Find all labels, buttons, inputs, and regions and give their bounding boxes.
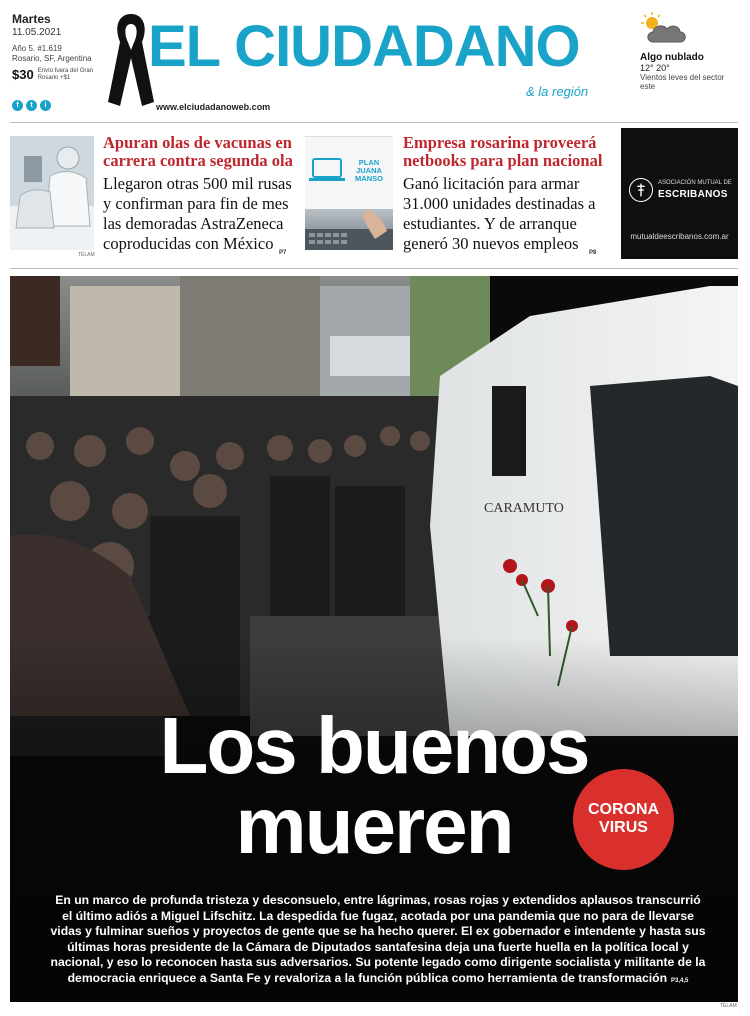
badge-line1: CORONA [587, 801, 660, 818]
instagram-icon[interactable]: i [40, 100, 51, 111]
ad-url[interactable]: mutualdeescribanos.com.ar [630, 232, 729, 241]
coronavirus-badge [573, 769, 674, 870]
date-block [12, 12, 112, 82]
weekday: Martes [12, 12, 51, 26]
masthead [0, 0, 750, 122]
page-reference: P3,4,5 [671, 977, 689, 984]
divider [10, 122, 738, 123]
price-row [12, 67, 112, 82]
issue-number [12, 44, 112, 64]
teaser-headline[interactable]: Apuran olas de vacunas en carrera contra segunda ola [103, 133, 293, 170]
divider [10, 268, 738, 269]
teaser-headline[interactable]: Empresa rosarina proveerá netbooks para plan nacional [403, 133, 603, 170]
keyboard-photo [305, 209, 393, 250]
summary-text: En un marco de profunda tristeza y desconsuelo, entre lágrimas, rosas rojas y extendidos aplausos transcurrió el último adiós a Miguel Lifschitz. La despedida fue fugaz, acotada por una pandemia que no para de llevarse vidas y fulminar sueños y proyectos de gente que se ha hecho querer. El ex gobernador e intendente y hasta sus últimas horas presidente de la Cámara de Diputados santafesina deja una fuerte huella en la política local y nacional, y eso lo reconocen hasta sus adversarios. Su potente legado como dirigente socialista y militante de la democracia enriquece a Santa Fe y revaloriza a la función pública como herramienta de transformación [50, 893, 706, 985]
story-summary [50, 893, 706, 990]
badge-line2: VIRUS [599, 819, 648, 836]
hand-keyboard-illustration [305, 209, 393, 250]
weather-temps: 12° 20° [640, 63, 670, 73]
headline-line2: mueren [235, 781, 513, 870]
vaccine-illustration [10, 136, 94, 250]
teaser-row [0, 128, 750, 266]
photo-credit: TÉLAM [720, 1003, 737, 1009]
teaser-body: Ganó licitación para armar 31.000 unidades destinadas a estudiantes. Y de arranque generó 30 nuevos empleos [403, 174, 596, 253]
newspaper-logo[interactable]: EL CIUDADANO [148, 14, 580, 79]
vaccine-photo[interactable] [10, 136, 94, 250]
plan-label: PLAN JUANA MANSO [355, 158, 383, 183]
notary-seal-icon [629, 178, 653, 202]
social-links [12, 100, 51, 111]
location-label: Rosario, SF, Argentina [12, 54, 92, 63]
headline-line1: Los buenos [159, 701, 589, 790]
price-note: Envío fuera del Gran Rosario +$1 [37, 67, 94, 81]
weather-title: Algo nublado [640, 52, 704, 63]
van-text: CARAMUTO [484, 501, 564, 516]
page-reference: P7 [279, 250, 287, 256]
weather-widget [640, 12, 740, 91]
edition-date: 11.05.2021 [12, 27, 62, 38]
website-url[interactable]: www.elciudadanoweb.com [156, 102, 271, 112]
twitter-icon[interactable]: t [26, 100, 37, 111]
page-reference: P8 [589, 250, 597, 256]
logo-subtitle: & la región [526, 84, 589, 99]
weather-description: Vientos leves del sector este [640, 73, 725, 91]
main-story [10, 276, 738, 1002]
advertisement[interactable] [621, 128, 738, 259]
issue-label: Año 5. #1.619 [12, 44, 62, 53]
ad-line1: ASOCIACIÓN MUTUAL DE [658, 180, 732, 186]
photo-credit: TÉLAM [78, 252, 95, 258]
partly-cloudy-icon [640, 12, 690, 46]
plan-juana-manso-photo[interactable] [305, 136, 393, 250]
teaser-body: Llegaron otras 500 mil rusas y confirman para fin de mes las demoradas AstraZeneca coproducidas con México [103, 174, 292, 253]
facebook-icon[interactable]: f [12, 100, 23, 111]
price: $30 [12, 67, 34, 82]
ad-line2: ESCRIBANOS [658, 189, 728, 200]
